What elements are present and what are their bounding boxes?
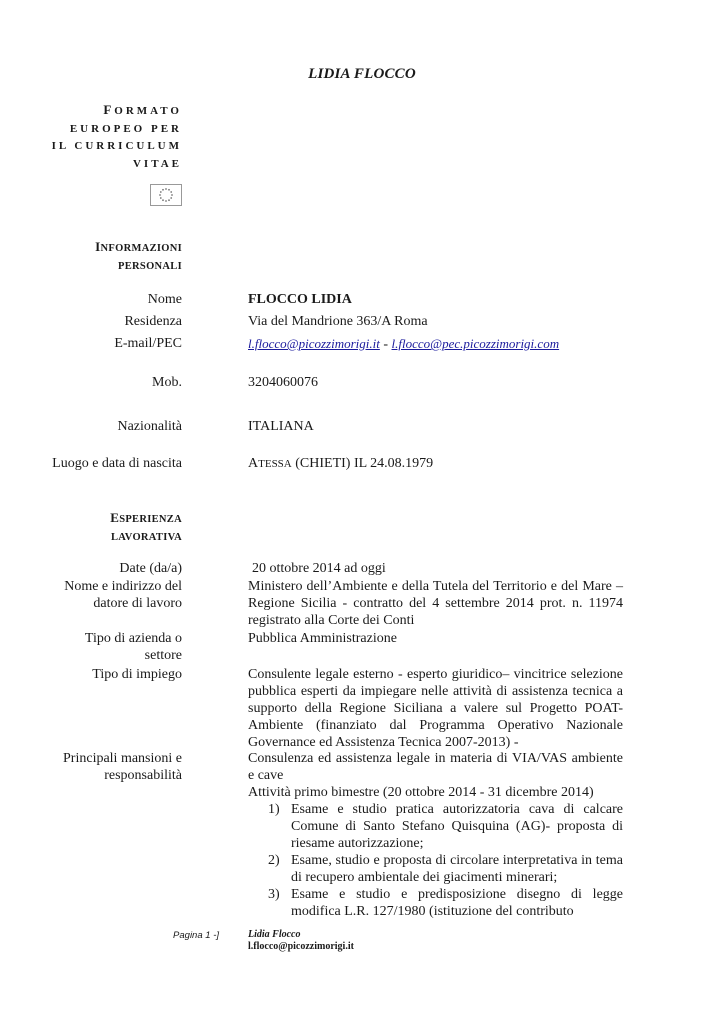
residence-label: Residenza [124,314,182,329]
residence-value: Via del Mandrione 363/A Roma [248,314,428,329]
birth-label: Luogo e data di nascita [52,456,182,471]
experience-heading: ESPERIENZA LAVORATIVA [110,510,182,543]
list-item: 1) Esame e studio pratica autorizzatoria cava di calcare Comune di Santo Stefano Quisquina (AG)- proposta di riesame autorizzazione; [268,802,623,851]
dates-value: 20 ottobre 2014 ad oggi [252,561,386,576]
pec-link[interactable]: l.flocco@pec.picozzimorigi.com [391,336,560,351]
sector-label: Tipo di azienda o settore [84,631,182,663]
footer-author: Lidia Flocco l.flocco@picozzimorigi.it [248,929,354,952]
eu-flag-icon [150,184,182,206]
mobile-label: Mob. [152,375,182,390]
employer-label: Nome e indirizzo del datore di lavoro [64,579,182,611]
job-value: Consulente legale esterno - esperto giuridico– vincitrice selezione pubblica esperti da impiegare nelle attività di assistenza tecnica a supporto della Regione Siciliana a valere sul Progetto POAT-Ambiente (finanziato dal Programma Operativo Nazionale Governance ed Assistenza Tecnica 2007-2013) - [248,667,623,750]
name-value: FLOCCO LIDIA [248,292,352,307]
list-item: 2) Esame, studio e proposta di circolare interpretativa in tema di recupero ambientale dei giacimenti minerari; [268,853,623,885]
duties-value: Consulenza ed assistenza legale in materia di VIA/VAS ambiente e cave Attività primo bimestre (20 ottobre 2014 - 31 dicembre 2014) 1) Esame e studio pratica autorizzatoria cava di calcare Comune di Santo Stefano Quisquina (AG)- proposta di riesame autorizzazione; 2) Esame, studio e proposta di circolare interpretativa in tema di recupero ambientale dei giacimenti minerari; 3) Esame e studio e predisposizione disegno di legge modifica L.R. 127/1980 (istituzione del contributo [248,751,623,919]
personal-info-heading: INFORMAZIONI PERSONALI [95,239,182,272]
nationality-label: Nazionalità [117,419,182,434]
name-label: Nome [147,292,182,307]
footer-page-number: Pagina 1 -] [173,930,219,941]
job-label: Tipo di impiego [92,667,182,682]
email-link[interactable]: l.flocco@picozzimorigi.it [248,336,380,351]
sector-value: Pubblica Amministrazione [248,631,397,646]
mobile-value: 3204060076 [248,375,318,390]
format-label: FORMATO EUROPEO PER IL CURRICULUM VITAE [51,102,182,170]
email-value: l.flocco@picozzimorigi.it - l.flocco@pec.picozzimorigi.com [248,336,560,352]
period-value: Attività primo bimestre (20 ottobre 2014 - 31 dicembre 2014) [248,785,594,800]
duties-label: Principali mansioni e responsabilità [63,751,182,783]
nationality-value: ITALIANA [248,419,314,434]
dates-label: Date (da/a) [119,561,182,576]
document-title: LIDIA FLOCCO [308,66,416,82]
task-list [248,801,623,920]
list-item: 3) Esame e studio e predisposizione disegno di legge modifica L.R. 127/1980 (istituzione del contributo [268,887,623,919]
email-label: E-mail/PEC [114,336,182,351]
birth-value: ATESSA (CHIETI) IL 24.08.1979 [248,456,434,471]
employer-value: Ministero dell’Ambiente e della Tutela del Territorio e del Mare – Regione Sicilia - contratto del 4 settembre 2014 prot. n. 11974 registrato alla Corte dei Conti [248,579,623,628]
